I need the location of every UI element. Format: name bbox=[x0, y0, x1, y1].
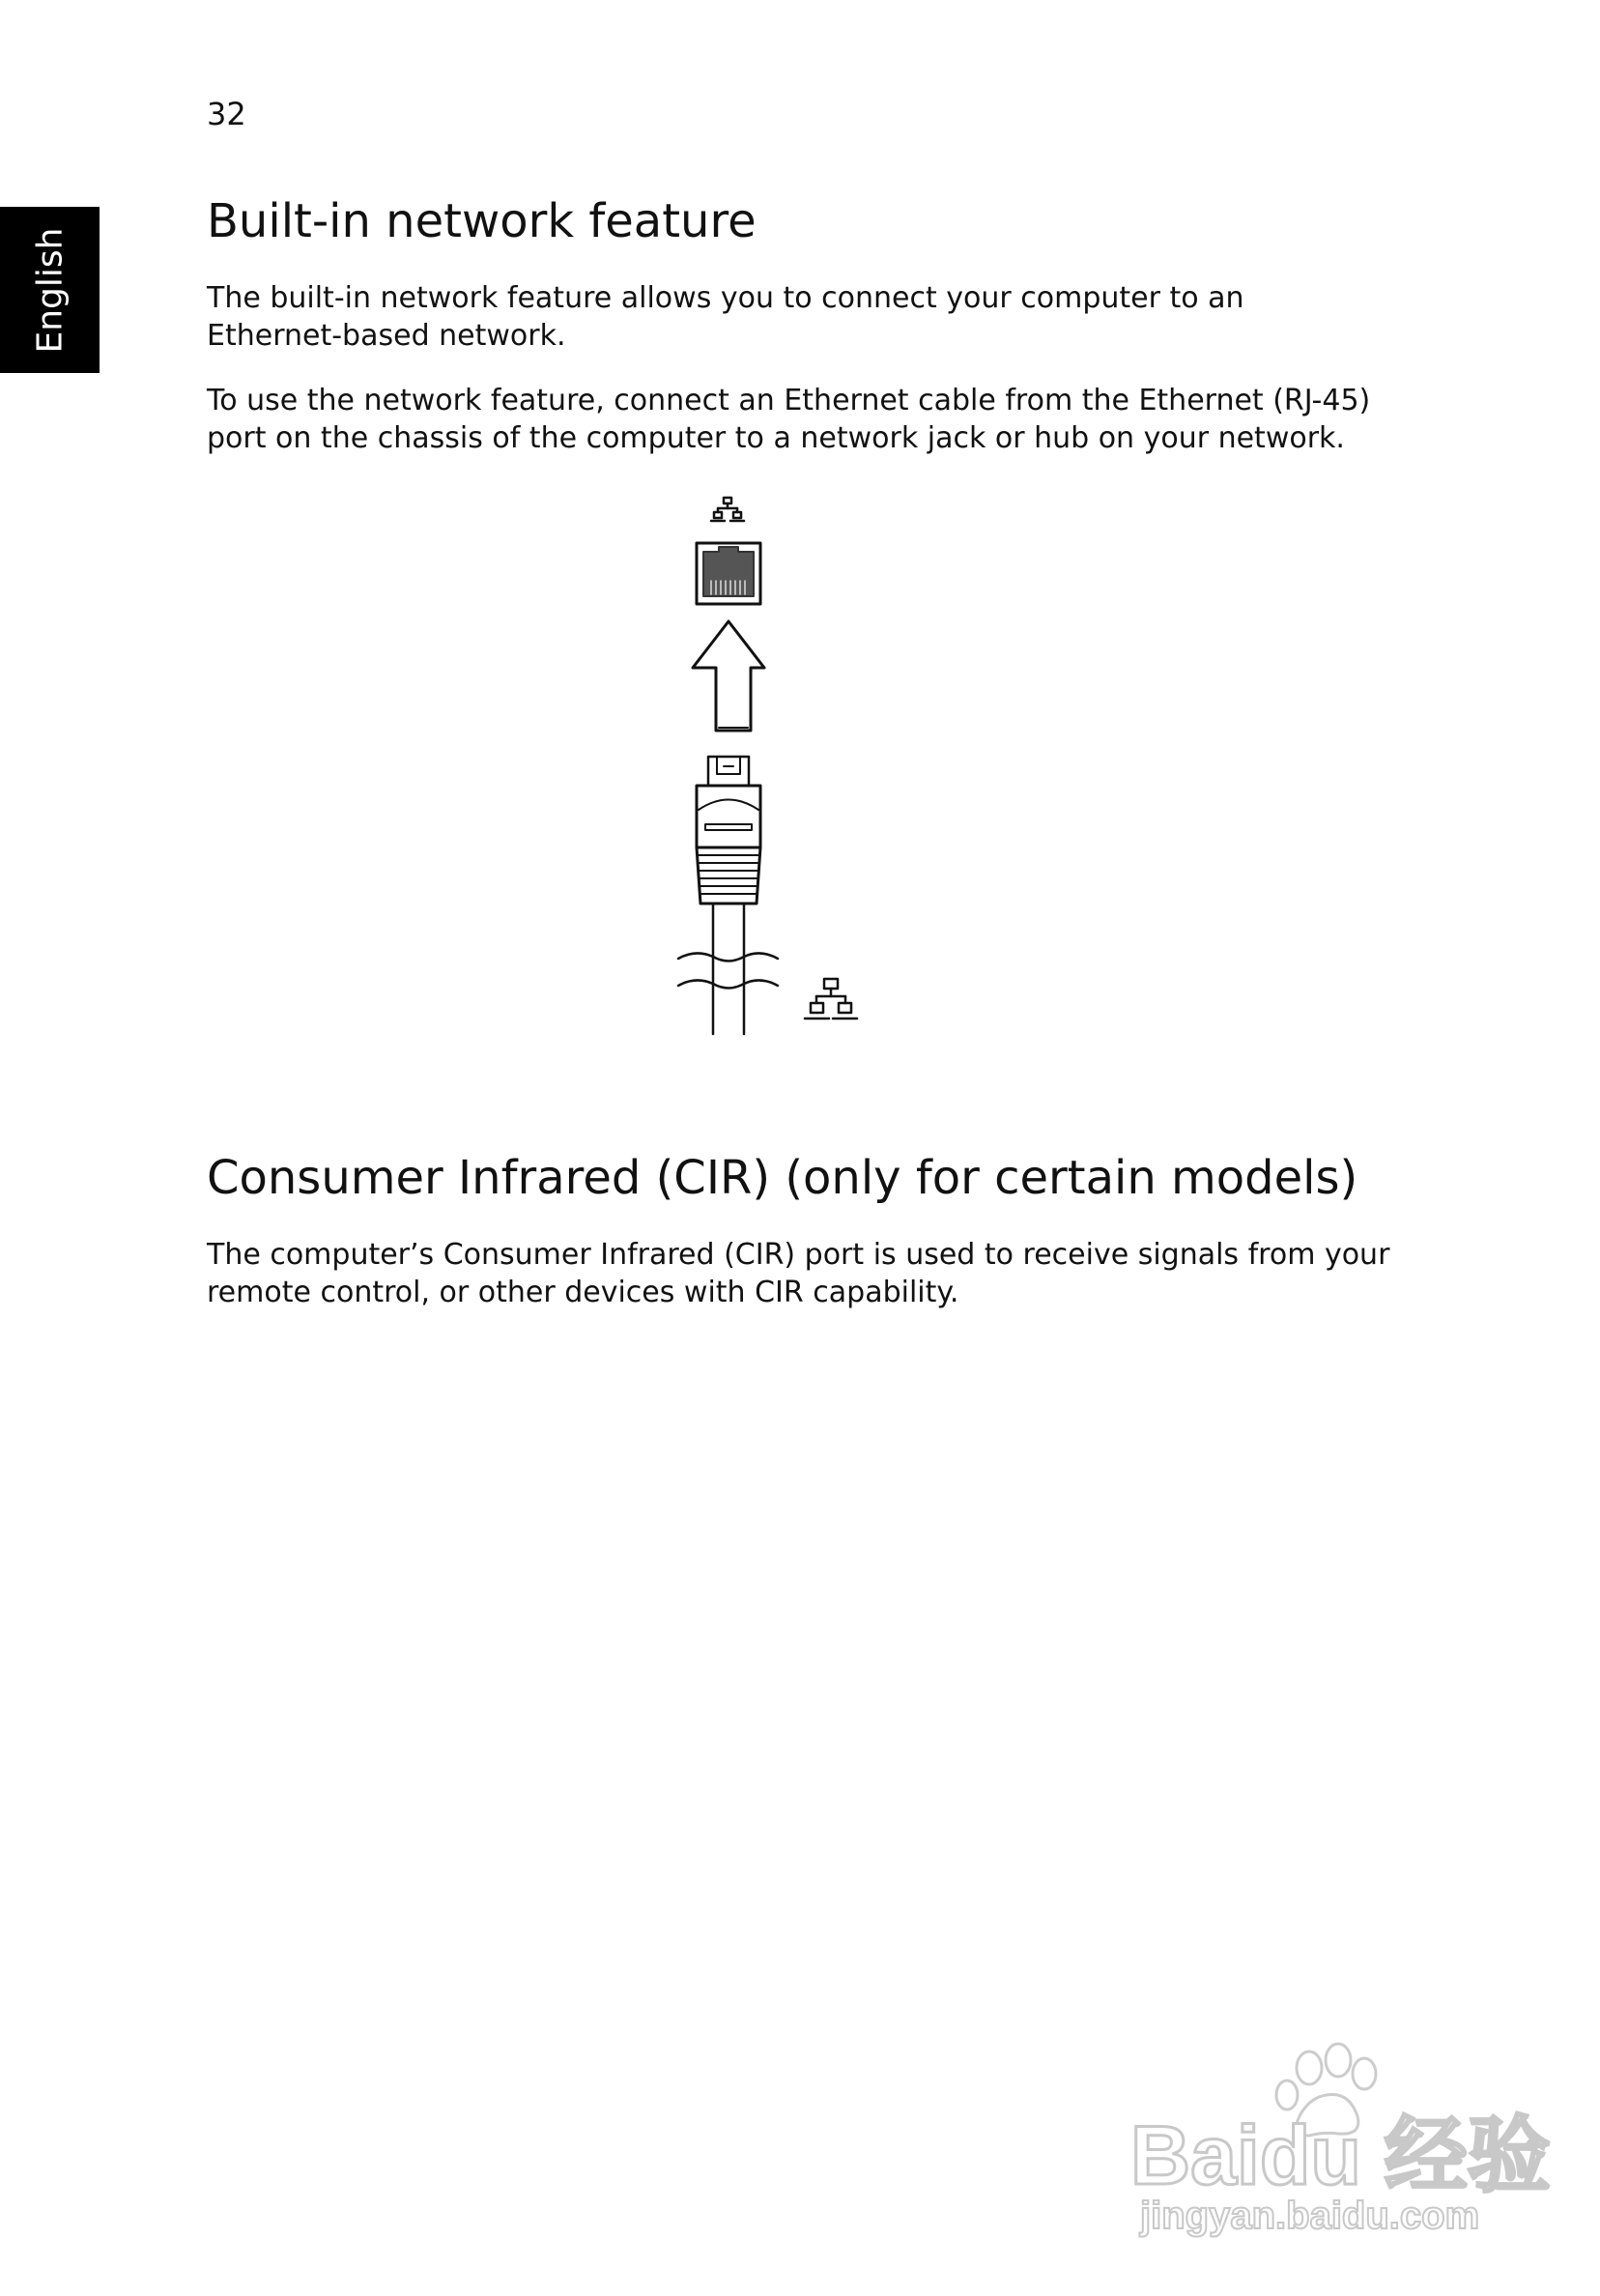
page-number: 32 bbox=[207, 96, 246, 132]
language-tab-label: English bbox=[30, 227, 70, 353]
watermark-url: jingyan.baidu.com bbox=[1140, 2195, 1480, 2237]
arrow-up-icon bbox=[693, 621, 764, 731]
section-title-cir: Consumer Infrared (CIR) (only for certain models) bbox=[207, 1151, 1358, 1205]
ethernet-port-icon bbox=[697, 543, 760, 604]
ethernet-connection-diagram bbox=[667, 488, 899, 1039]
network-icon bbox=[805, 979, 857, 1019]
language-tab bbox=[0, 207, 100, 373]
network-icon-small bbox=[711, 498, 744, 521]
cir-paragraph-1: The computer’s Consumer Infrared (CIR) port is used to receive signals from your remote control, or other devices with CIR capability. bbox=[207, 1238, 1390, 1309]
network-paragraph-1: The built-in network feature allows you to connect your computer to an Ethernet-based network. bbox=[207, 281, 1244, 353]
baidu-watermark bbox=[1121, 2039, 1551, 2237]
section-title-network: Built-in network feature bbox=[207, 194, 757, 248]
ethernet-plug-icon bbox=[697, 757, 760, 904]
ethernet-cable bbox=[678, 904, 778, 1034]
network-paragraph-2: To use the network feature, connect an Ethernet cable from the Ethernet (RJ-45) port on the chassis of the computer to a network jack or hub on your network. bbox=[207, 384, 1371, 455]
watermark-brand: Baidu 经验 bbox=[1130, 2109, 1551, 2202]
